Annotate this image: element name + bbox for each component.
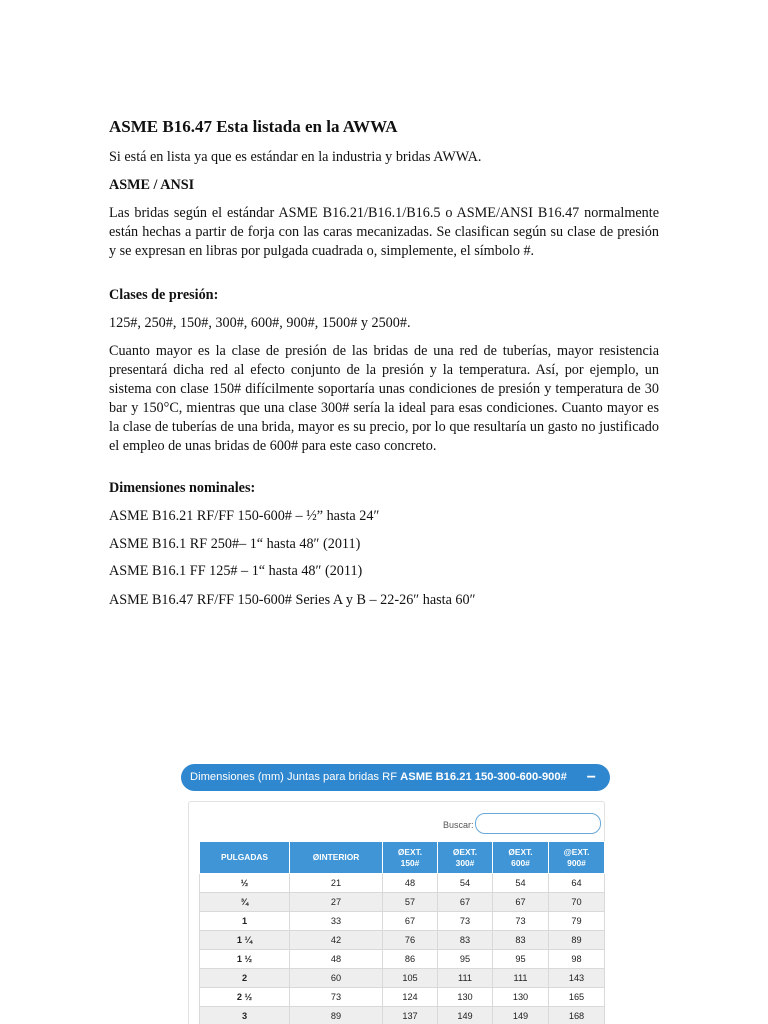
table-cell: 27 xyxy=(290,893,383,912)
table-cell: ½ xyxy=(200,874,290,893)
table-cell: 83 xyxy=(493,931,549,950)
table-header-row xyxy=(200,842,605,874)
column-header[interactable] xyxy=(290,842,383,874)
table-cell: 111 xyxy=(438,969,493,988)
accordion-header[interactable] xyxy=(181,764,610,791)
table-cell: 137 xyxy=(383,1007,438,1024)
column-header-text: @EXT. xyxy=(563,846,590,857)
table-cell: 79 xyxy=(549,912,605,931)
table-cell: 95 xyxy=(493,950,549,969)
table-cell: 89 xyxy=(549,931,605,950)
table-cell: 2 ½ xyxy=(200,988,290,1007)
table-cell: 21 xyxy=(290,874,383,893)
column-header[interactable] xyxy=(383,842,438,874)
accordion-title-standard: ASME B16.21 150-300-600-900# xyxy=(400,771,567,783)
table-row xyxy=(200,1007,605,1024)
table-cell: 3 xyxy=(200,1007,290,1024)
table-cell: 64 xyxy=(549,874,605,893)
table-body xyxy=(200,874,605,1024)
table-cell: 149 xyxy=(438,1007,493,1024)
table-panel xyxy=(188,801,605,1024)
table-row xyxy=(200,931,605,950)
table-cell: 95 xyxy=(438,950,493,969)
dimensions-table xyxy=(199,841,605,1024)
table-cell: 48 xyxy=(383,874,438,893)
table-cell: 98 xyxy=(549,950,605,969)
asme-ansi-heading: ASME / ANSI xyxy=(109,177,195,193)
collapse-icon[interactable]: − xyxy=(586,769,596,786)
table-row xyxy=(200,988,605,1007)
dimension-line-2: ASME B16.1 RF 250#– 1“ hasta 48″ (2011) xyxy=(109,536,361,552)
intro-paragraph: Si está en lista ya que es estándar en la industria y bridas AWWA. xyxy=(109,149,482,165)
pressure-classes-heading: Clases de presión: xyxy=(109,287,219,303)
table-cell: 1 ½ xyxy=(200,950,290,969)
table-cell: 89 xyxy=(290,1007,383,1024)
column-header-text: ØEXT. xyxy=(397,846,423,857)
dimension-line-3: ASME B16.1 FF 125# – 1“ hasta 48″ (2011) xyxy=(109,563,363,579)
column-header-text: ØINTERIOR xyxy=(312,852,360,862)
dimensions-heading: Dimensiones nominales: xyxy=(109,480,256,496)
table-cell: 73 xyxy=(493,912,549,931)
table-cell: 1 xyxy=(200,912,290,931)
column-header[interactable] xyxy=(493,842,549,874)
column-header-text: 900# xyxy=(567,857,586,868)
table-cell: 73 xyxy=(438,912,493,931)
table-cell: 67 xyxy=(383,912,438,931)
table-cell: 70 xyxy=(549,893,605,912)
asme-ansi-paragraph: Las bridas según el estándar ASME B16.21/B16.1/B16.5 o ASME/ANSI B16.47 normalmente están hechas a partir de forja con las caras mecanizadas. Se clasifican según su clase de presión y se expresan en libras por pulgada cuadrada o, simplemente, el símbolo #. xyxy=(109,205,659,259)
table-cell: 2 xyxy=(200,969,290,988)
table-cell: 111 xyxy=(493,969,549,988)
table-row xyxy=(200,950,605,969)
dimension-line-1: ASME B16.21 RF/FF 150-600# – ½” hasta 24″ xyxy=(109,508,380,524)
table-cell: 42 xyxy=(290,931,383,950)
table-row xyxy=(200,912,605,931)
table-cell: ¾ xyxy=(200,893,290,912)
accordion-title-prefix: Dimensiones (mm) Juntas para bridas RF xyxy=(190,771,398,783)
dimension-line-4: ASME B16.47 RF/FF 150-600# Series A y B – 22-26″ hasta 60″ xyxy=(109,592,476,608)
column-header[interactable] xyxy=(200,842,290,874)
column-header-text: ØEXT. xyxy=(452,846,478,857)
table-cell: 54 xyxy=(438,874,493,893)
table-cell: 143 xyxy=(549,969,605,988)
pressure-classes-list: 125#, 250#, 150#, 300#, 600#, 900#, 1500# y 2500#. xyxy=(109,315,411,331)
table-cell: 48 xyxy=(290,950,383,969)
search-input[interactable] xyxy=(475,813,601,834)
table-cell: 105 xyxy=(383,969,438,988)
column-header-text: 150# xyxy=(400,857,420,868)
table-cell: 67 xyxy=(493,893,549,912)
column-header[interactable] xyxy=(549,842,605,874)
column-header[interactable] xyxy=(438,842,493,874)
column-header-text: 300# xyxy=(455,857,475,868)
document-heading: ASME B16.47 Esta listada en la AWWA xyxy=(109,117,398,136)
table-cell: 33 xyxy=(290,912,383,931)
table-row xyxy=(200,969,605,988)
column-header-text: 600# xyxy=(511,857,530,868)
table-cell: 149 xyxy=(493,1007,549,1024)
table-cell: 168 xyxy=(549,1007,605,1024)
table-cell: 1 ¼ xyxy=(200,931,290,950)
pressure-paragraph: Cuanto mayor es la clase de presión de las bridas de una red de tuberías, mayor resistencia presentará dicha red al efecto conjunto de la presión y la temperatura. Así, por ejemplo, un sistema con clase 150# difícilmente soportaría unas condiciones de presión y temperatura de 30 bar y 150°C, mientras que una clase 300# sería la ideal para esas condiciones. Cuanto mayor es la clase de tuberías de una brida, mayor es su precio, por lo que resultaría un gasto no justificado el empleo de unas bridas de 600# para este caso concreto. xyxy=(109,343,659,454)
table-cell: 130 xyxy=(438,988,493,1007)
table-cell: 165 xyxy=(549,988,605,1007)
table-cell: 76 xyxy=(383,931,438,950)
table-cell: 130 xyxy=(493,988,549,1007)
column-header-text: PULGADAS xyxy=(221,852,268,862)
table-cell: 67 xyxy=(438,893,493,912)
table-row xyxy=(200,874,605,893)
dimensions-table-widget xyxy=(181,764,610,1024)
column-header-text: ØEXT. xyxy=(508,846,533,857)
table-cell: 54 xyxy=(493,874,549,893)
table-cell: 83 xyxy=(438,931,493,950)
table-row xyxy=(200,893,605,912)
table-cell: 86 xyxy=(383,950,438,969)
table-cell: 73 xyxy=(290,988,383,1007)
table-cell: 57 xyxy=(383,893,438,912)
table-cell: 60 xyxy=(290,969,383,988)
table-cell: 124 xyxy=(383,988,438,1007)
search-label: Buscar: xyxy=(443,820,474,830)
